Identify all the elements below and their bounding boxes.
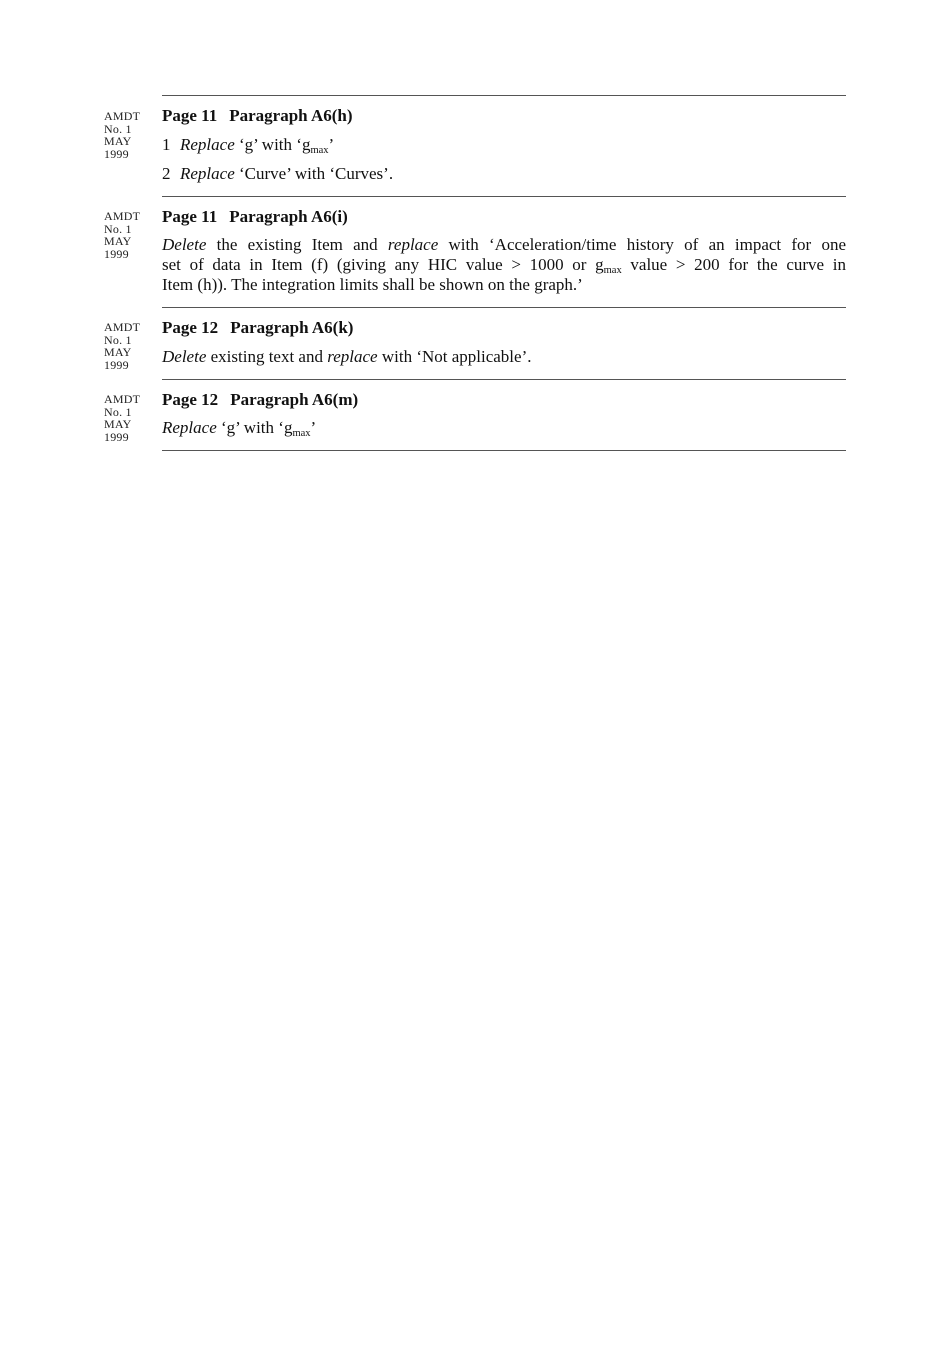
item-number: 1: [162, 135, 171, 154]
instruction-text-end: ’: [328, 135, 335, 154]
amdt-number: No. 1: [104, 121, 132, 136]
amdt-month: MAY: [104, 417, 132, 431]
amdt-month: MAY: [104, 134, 132, 148]
instruction-verb: Delete: [162, 347, 207, 366]
page-ref: Page 11: [162, 207, 218, 226]
instruction-text-end: ’: [310, 418, 317, 437]
rule-divider-1: [162, 196, 846, 197]
item-number: 2: [162, 164, 171, 183]
instruction-text: the existing Item and: [216, 235, 378, 254]
paragraph-ref: Paragraph A6(k): [230, 318, 354, 337]
entry-heading-2: [162, 207, 348, 227]
amdt-year: 1999: [104, 357, 129, 372]
instruction-text-2: with ‘Not applicable’.: [381, 347, 532, 366]
instruction-text: ‘g’ with ‘g: [221, 418, 293, 437]
page-ref: Page 12: [162, 390, 219, 409]
page-ref: Page 11: [162, 106, 218, 125]
instruction-text: existing text and: [210, 347, 323, 366]
entry-heading-3: [162, 318, 353, 338]
instruction-text: ‘Curve’ with ‘Curves’.: [239, 164, 394, 183]
amdt-marker-4: [104, 393, 140, 443]
instruction-text: ‘g’ with ‘g: [239, 135, 311, 154]
amdt-marker-1: [104, 110, 140, 160]
instruction-verb: Replace: [162, 418, 217, 437]
instruction-text-3: set of data in Item (f) (giving any HIC value > 1000 or g: [162, 255, 604, 274]
paragraph-line-1: [162, 235, 846, 255]
amdt-marker-2: [104, 210, 140, 260]
instruction-line-3: [162, 347, 532, 367]
page-ref: Page 12: [162, 318, 219, 337]
amdt-label: AMDT: [104, 392, 141, 406]
rule-top: [162, 95, 846, 96]
amdt-label: AMDT: [104, 109, 141, 123]
entry-heading-1: [162, 106, 353, 126]
amdt-month: MAY: [104, 234, 132, 248]
amdt-label: AMDT: [104, 209, 141, 223]
instruction-verb-2: replace: [327, 347, 378, 366]
instruction-verb: Replace: [180, 135, 235, 154]
paragraph-line-2: [162, 255, 846, 275]
instruction-verb-2: replace: [387, 235, 439, 254]
amdt-year: 1999: [104, 246, 129, 261]
instruction-text-2: with ‘Acceleration/time history of an impact for one: [448, 235, 846, 254]
amdt-number: No. 1: [104, 221, 132, 236]
instruction-verb: Delete: [162, 235, 207, 254]
amdt-marker-3: [104, 321, 140, 371]
amdt-year: 1999: [104, 429, 129, 444]
amdt-number: No. 1: [104, 332, 132, 347]
paragraph-ref: Paragraph A6(i): [229, 207, 348, 226]
instruction-paragraph-2: [162, 235, 846, 295]
entry-heading-4: [162, 390, 358, 410]
instruction-line-4: [162, 418, 316, 438]
paragraph-ref: Paragraph A6(m): [230, 390, 359, 409]
rule-divider-2: [162, 307, 846, 308]
subscript-max: max: [603, 265, 622, 276]
amdt-year: 1999: [104, 146, 129, 161]
subscript-max: max: [310, 145, 329, 156]
amdt-month: MAY: [104, 345, 132, 359]
instruction-verb: Replace: [180, 164, 235, 183]
subscript-max: max: [292, 428, 311, 439]
amdt-number: No. 1: [104, 404, 132, 419]
rule-bottom: [162, 450, 846, 451]
instruction-item-2: [162, 164, 393, 184]
paragraph-ref: Paragraph A6(h): [229, 106, 353, 125]
amdt-label: AMDT: [104, 320, 141, 334]
instruction-text-4: value > 200 for the curve in: [630, 255, 846, 274]
paragraph-line-3: Item (h)). The integration limits shall be shown on the graph.’: [162, 275, 583, 294]
instruction-item-1: [162, 135, 334, 155]
rule-divider-3: [162, 379, 846, 380]
